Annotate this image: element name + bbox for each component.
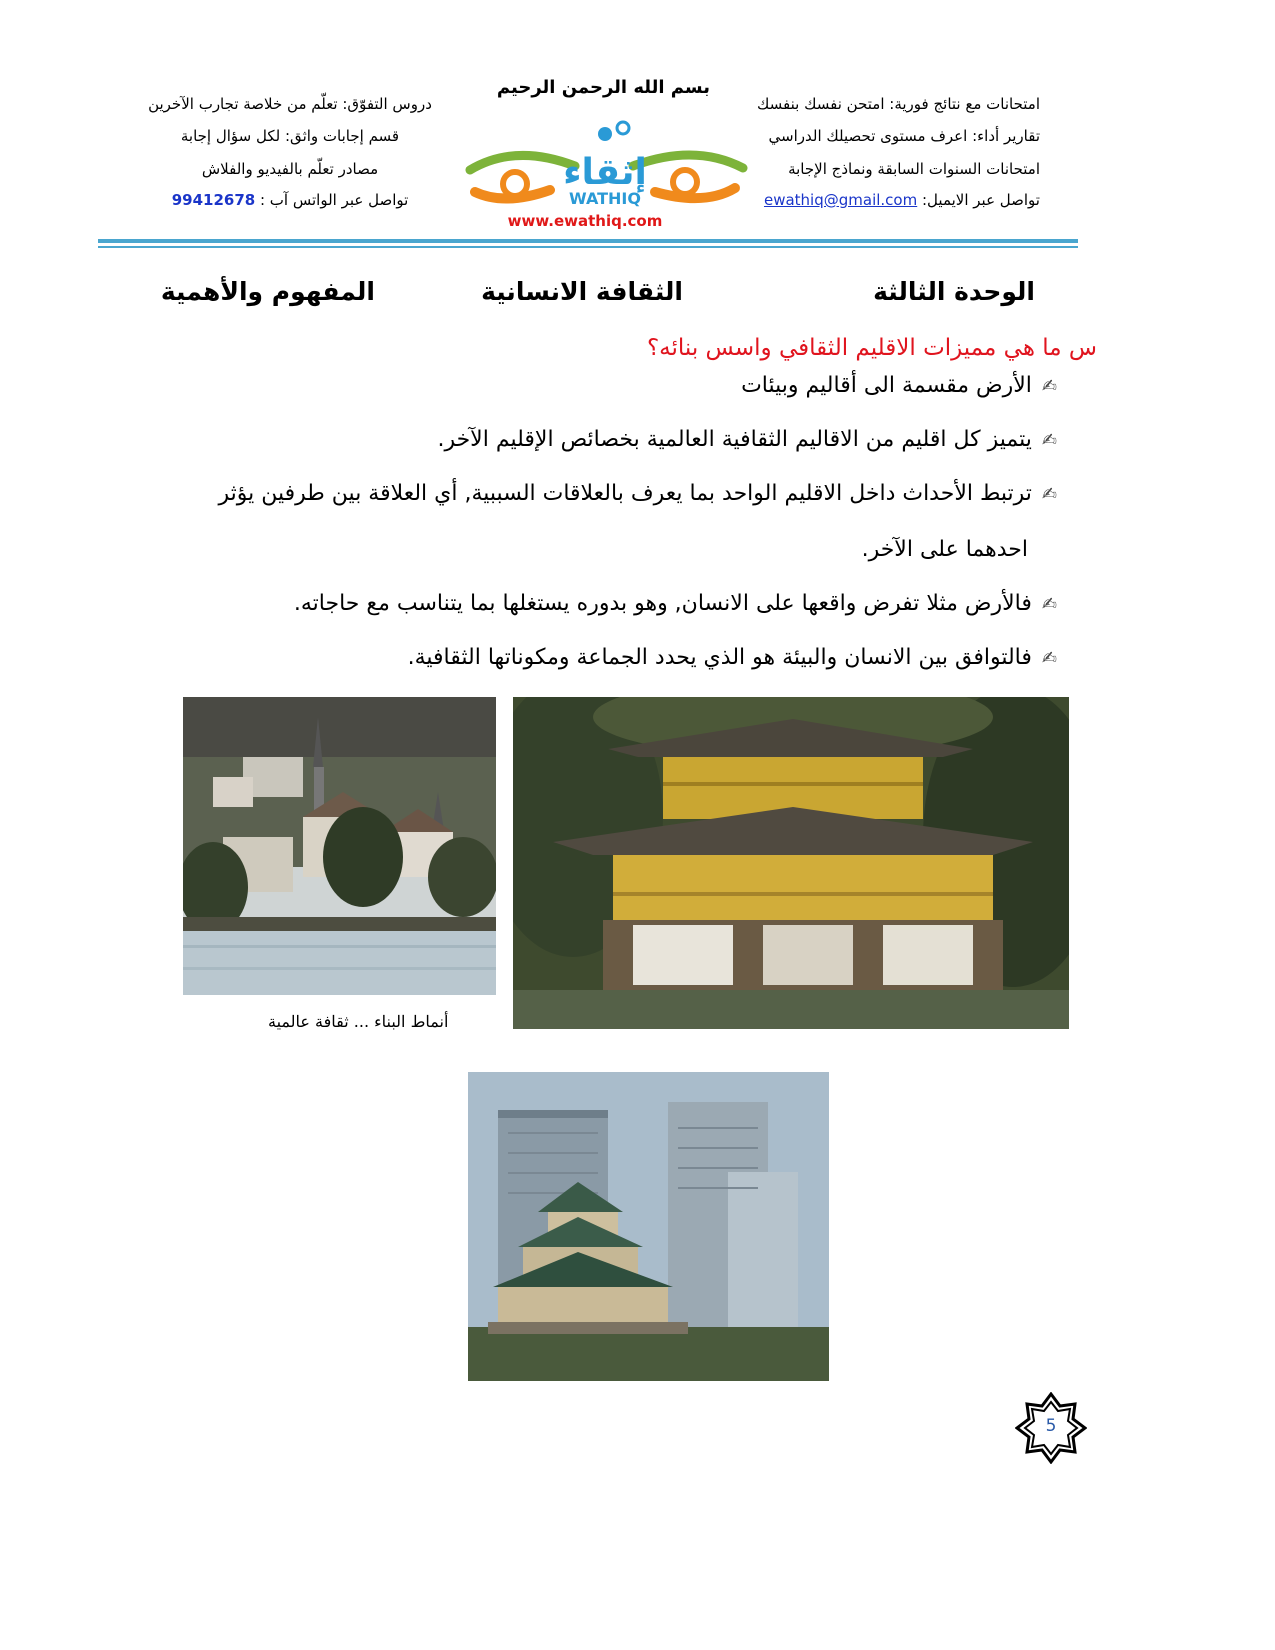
unit-name: الوحدة الثالثة (873, 277, 1035, 306)
figure-caption: أنماط البناء ... ثقافة عالمية (268, 1012, 449, 1031)
header-rule-thin (98, 246, 1078, 248)
email-link[interactable]: ewathiq@gmail.com (763, 191, 918, 209)
logo-arabic: إثقاء (563, 152, 647, 193)
bullet-text: يتميز كل اقليم من الاقاليم الثقافية العالمية بخصائص الإقليم الآخر. (437, 427, 1032, 452)
page-number-badge (1015, 1392, 1087, 1464)
photo-european-town (183, 697, 496, 995)
bullet-1 (741, 373, 1057, 398)
bullet-2 (437, 427, 1057, 452)
bullet-text: فالأرض مثلا تفرض واقعها على الانسان, وهو بدوره يستغلها بما يتناسب مع حاجاته. (293, 591, 1032, 616)
logo-latin: WATHIQ (569, 189, 641, 208)
bullet-text: فالتوافق بين الانسان والبيئة هو الذي يحدد الجماعة ومكوناتها الثقافية. (407, 645, 1032, 670)
page-number: 5 (1045, 1416, 1057, 1436)
basmala: بسم الله الرحمن الرحيم (496, 77, 710, 98)
header-right-line-1: امتحانات مع نتائج فورية: امتحن نفسك بنفسك (757, 95, 1040, 113)
whatsapp-label: تواصل عبر الواتس آب : (259, 191, 409, 209)
header-right-line-2: تقارير أداء: اعرف مستوى تحصيلك الدراسي (768, 127, 1040, 145)
website-link[interactable]: www.ewathiq.com (507, 212, 663, 230)
whatsapp-number: 99412678 (171, 191, 256, 209)
bullet-3-continued: احدهما على الآخر. (861, 537, 1028, 562)
bullet-5 (408, 645, 1057, 670)
header-left-line-3: مصادر تعلّم بالفيديو والفلاش (201, 160, 379, 178)
wathiq-logo (455, 108, 755, 216)
castle-illustration (468, 1072, 829, 1381)
email-contact (764, 190, 1040, 210)
town-illustration (183, 697, 496, 995)
question: س ما هي مميزات الاقليم الثقافي واسس بنائه؟ (646, 335, 1097, 361)
whatsapp-contact (140, 190, 440, 210)
bullet-text: ترتبط الأحداث داخل الاقليم الواحد بما يعرف بالعلاقات السببية, أي العلاقة بين طرفين يؤثر (218, 481, 1032, 506)
header-left-line-1: دروس التفوّق: تعلّم من خلاصة تجارب الآخرين (148, 95, 432, 113)
pavilion-illustration (513, 697, 1069, 1029)
pen-writing-icon: ✍ (1041, 648, 1057, 669)
subject-title: الثقافة الانسانية (481, 277, 683, 306)
header-left-line-2: قسم إجابات واثق: لكل سؤال إجابة (180, 127, 400, 145)
bullet-3 (219, 481, 1057, 506)
pen-writing-icon: ✍ (1041, 430, 1057, 451)
photo-golden-pavilion (513, 697, 1069, 1029)
bullet-text: الأرض مقسمة الى أقاليم وبيئات (741, 373, 1032, 398)
email-label: تواصل عبر الايميل: (922, 191, 1040, 209)
photo-castle-skyscrapers (468, 1072, 829, 1381)
pen-writing-icon: ✍ (1041, 484, 1057, 505)
pen-writing-icon: ✍ (1041, 594, 1057, 615)
pen-writing-icon: ✍ (1041, 376, 1057, 397)
topic-title: المفهوم والأهمية (160, 277, 375, 306)
header-rule (98, 239, 1078, 243)
header-right-line-3: امتحانات السنوات السابقة ونماذج الإجابة (788, 160, 1040, 178)
bullet-4 (294, 591, 1057, 616)
logo-graphic (455, 108, 755, 216)
